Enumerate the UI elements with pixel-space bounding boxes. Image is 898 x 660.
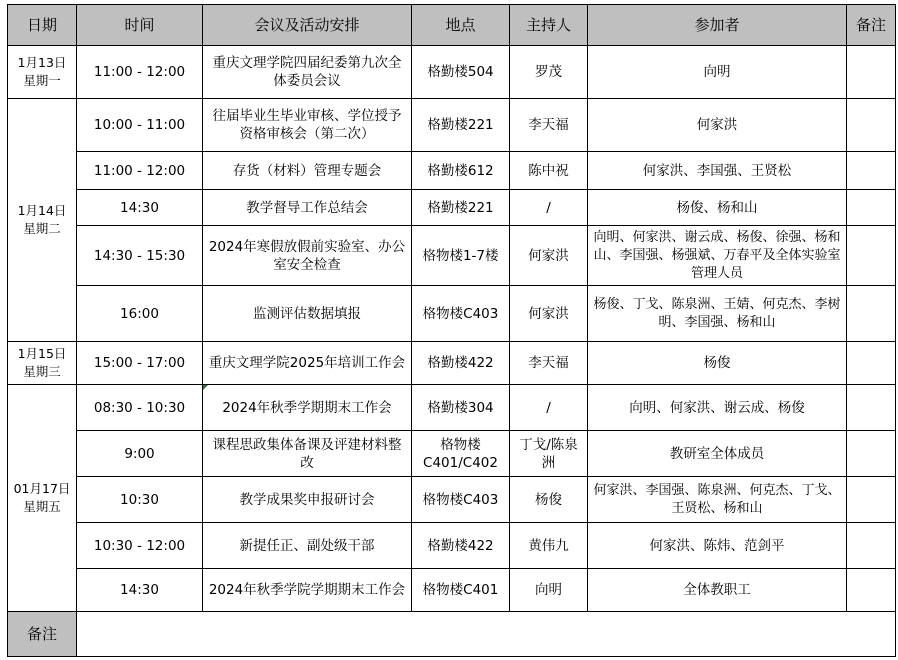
- weekday-label: 星期五: [23, 499, 61, 514]
- location-cell: 格物楼C401: [412, 569, 510, 612]
- header-time: 时间: [77, 5, 203, 46]
- host-cell: 李天福: [510, 99, 588, 152]
- table-row: [8, 286, 896, 342]
- event-cell: 存货（材料）管理专题会: [203, 152, 412, 190]
- time-cell: 11:00 - 12:00: [77, 152, 203, 190]
- location-cell: 格勤楼612: [412, 152, 510, 190]
- time-cell: 10:30: [77, 477, 203, 523]
- participants-cell: 何家洪、李国强、陈泉洲、何克杰、丁戈、王贤松、杨和山: [588, 477, 847, 523]
- time-cell: 14:30: [77, 569, 203, 612]
- host-cell: 何家洪: [510, 226, 588, 286]
- participants-cell: 向明、何家洪、谢云成、杨俊、徐强、杨和山、李国强、杨强斌、万春平及全体实验室管理人员: [588, 226, 847, 286]
- host-cell: 丁戈/陈泉洲: [510, 431, 588, 477]
- table-row: [8, 477, 896, 523]
- note-cell: [847, 152, 896, 190]
- time-cell: 10:00 - 11:00: [77, 99, 203, 152]
- participants-cell: 向明: [588, 46, 847, 99]
- date-label: 01月17日: [13, 481, 71, 496]
- table-row: [8, 342, 896, 385]
- table-row: [8, 46, 896, 99]
- host-cell: 陈中祝: [510, 152, 588, 190]
- event-cell: 2024年秋季学期期末工作会: [203, 385, 412, 431]
- participants-cell: 何家洪、陈炜、范剑平: [588, 523, 847, 569]
- date-cell: [8, 46, 77, 99]
- host-cell: 何家洪: [510, 286, 588, 342]
- location-cell: 格物楼1-7楼: [412, 226, 510, 286]
- remarks-label: 备注: [8, 612, 77, 657]
- date-label: 1月14日: [17, 203, 67, 218]
- event-cell: 教学督导工作总结会: [203, 190, 412, 226]
- participants-cell: 向明、何家洪、谢云成、杨俊: [588, 385, 847, 431]
- host-cell: 黄伟九: [510, 523, 588, 569]
- location-cell: 格勤楼221: [412, 190, 510, 226]
- participants-cell: 杨俊: [588, 342, 847, 385]
- note-cell: [847, 226, 896, 286]
- event-cell: 2024年秋季学院学期期末工作会: [203, 569, 412, 612]
- time-cell: 11:00 - 12:00: [77, 46, 203, 99]
- time-cell: 08:30 - 10:30: [77, 385, 203, 431]
- table-row: [8, 152, 896, 190]
- host-cell: /: [510, 190, 588, 226]
- event-cell: 往届毕业生毕业审核、学位授予资格审核会（第二次）: [203, 99, 412, 152]
- time-cell: 9:00: [77, 431, 203, 477]
- event-cell: 新提任正、副处级干部: [203, 523, 412, 569]
- event-cell: 教学成果奖申报研讨会: [203, 477, 412, 523]
- date-cell: [8, 385, 77, 612]
- participants-cell: 全体教职工: [588, 569, 847, 612]
- table-row: [8, 99, 896, 152]
- location-cell: 格勤楼504: [412, 46, 510, 99]
- location-cell: 格勤楼221: [412, 99, 510, 152]
- note-cell: [847, 431, 896, 477]
- host-cell: 杨俊: [510, 477, 588, 523]
- time-cell: 14:30 - 15:30: [77, 226, 203, 286]
- header-date: 日期: [8, 5, 77, 46]
- time-cell: 16:00: [77, 286, 203, 342]
- note-cell: [847, 46, 896, 99]
- header-location: 地点: [412, 5, 510, 46]
- participants-cell: 何家洪、李国强、王贤松: [588, 152, 847, 190]
- event-cell: 课程思政集体备课及评建材料整改: [203, 431, 412, 477]
- remarks-value: [77, 612, 896, 657]
- date-cell: [8, 99, 77, 342]
- table-row: [8, 431, 896, 477]
- note-cell: [847, 569, 896, 612]
- note-cell: [847, 385, 896, 431]
- table-row: [8, 523, 896, 569]
- cell-comment-marker: [203, 385, 208, 390]
- location-cell: 格勤楼422: [412, 523, 510, 569]
- header-note: 备注: [847, 5, 896, 46]
- event-cell: 2024年寒假放假前实验室、办公室安全检查: [203, 226, 412, 286]
- remarks-row: [8, 612, 896, 657]
- participants-cell: 杨俊、丁戈、陈泉洲、王婧、何克杰、李树明、李国强、杨和山: [588, 286, 847, 342]
- event-cell: 重庆文理学院四届纪委第九次全体委员会议: [203, 46, 412, 99]
- host-cell: 罗茂: [510, 46, 588, 99]
- location-cell: 格物楼C403: [412, 286, 510, 342]
- header-participants: 参加者: [588, 5, 847, 46]
- location-cell: 格物楼C403: [412, 477, 510, 523]
- participants-cell: 何家洪: [588, 99, 847, 152]
- table-row: [8, 190, 896, 226]
- note-cell: [847, 190, 896, 226]
- event-cell: 重庆文理学院2025年培训工作会: [203, 342, 412, 385]
- weekday-label: 星期三: [23, 364, 61, 379]
- schedule-table: [7, 4, 896, 657]
- time-cell: 14:30: [77, 190, 203, 226]
- host-cell: 向明: [510, 569, 588, 612]
- host-cell: 李天福: [510, 342, 588, 385]
- date-label: 1月13日: [17, 55, 67, 70]
- event-cell: 监测评估数据填报: [203, 286, 412, 342]
- participants-cell: 杨俊、杨和山: [588, 190, 847, 226]
- participants-cell: 教研室全体成员: [588, 431, 847, 477]
- host-cell: /: [510, 385, 588, 431]
- note-cell: [847, 477, 896, 523]
- note-cell: [847, 99, 896, 152]
- date-label: 1月15日: [17, 346, 67, 361]
- time-cell: 10:30 - 12:00: [77, 523, 203, 569]
- date-cell: [8, 342, 77, 385]
- weekday-label: 星期二: [23, 221, 61, 236]
- location-cell: 格物楼C401/C402: [412, 431, 510, 477]
- header-row: [8, 5, 896, 46]
- note-cell: [847, 286, 896, 342]
- location-cell: 格勤楼304: [412, 385, 510, 431]
- note-cell: [847, 523, 896, 569]
- note-cell: [847, 342, 896, 385]
- weekday-label: 星期一: [23, 73, 61, 88]
- table-row: [8, 569, 896, 612]
- header-event: 会议及活动安排: [203, 5, 412, 46]
- location-cell: 格勤楼422: [412, 342, 510, 385]
- header-host: 主持人: [510, 5, 588, 46]
- time-cell: 15:00 - 17:00: [77, 342, 203, 385]
- table-row: [8, 385, 896, 431]
- table-row: [8, 226, 896, 286]
